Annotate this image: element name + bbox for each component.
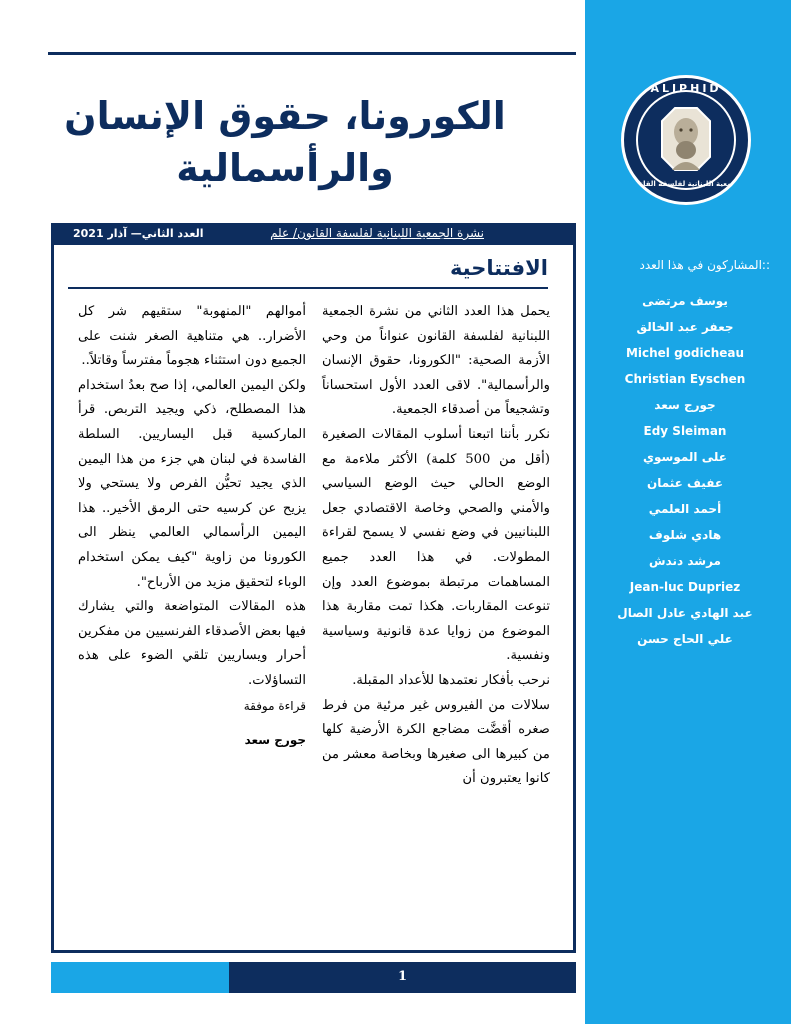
paragraph: ولكن اليمين العالمي، إذا صح بعدُ استخدام هذا المصطلح، ذكي ويجيد التربص. قرأ الماركسية قبل اليساريين. السلطة الفاسدة في لبنان هي جزء من هذا اليمين الذي يجيد تحيُّن الفرص ولا يستحي ولا يزيح عن كرسيه حتى الرمق الأخير.. هذا اليمين الرأسمالي العالمي ينظر الى الكورونا من زاوية "كيف يمكن استخدام الوباء لتحقيق مزيد من الأرباح". xyxy=(78,377,306,590)
signoff: قراءة موفقة xyxy=(243,698,306,713)
sidebar xyxy=(585,0,791,1024)
heading-divider xyxy=(68,287,548,289)
participant-name: Jean-luc Dupriez xyxy=(629,580,741,594)
masthead-bar xyxy=(51,223,576,245)
participant-name: مرشد دندش xyxy=(649,554,721,568)
footer-accent xyxy=(51,962,229,993)
participant-name: Edy Sleiman xyxy=(643,424,727,438)
participant-name: عبد الهادي عادل الصال xyxy=(617,606,753,620)
top-divider xyxy=(48,52,576,55)
paragraph: يحمل هذا العدد الثاني من نشرة الجمعية اللبنانية لفلسفة القانون عنواناً من وحي الأزمة الصحية: "الكورونا، حقوق الإنسان والرأسمالية". لاقى العدد الأول استحساناً وتشجيعاً من أصدقاء الجمعية. xyxy=(322,304,550,418)
participant-name: يوسف مرتضى xyxy=(642,294,728,308)
article-column-right xyxy=(322,300,550,792)
participant-name: جورج سعد xyxy=(654,398,716,412)
participant-name: على الموسوي xyxy=(643,450,727,464)
paragraph: سلالات من الفيروس غير مرئية من فرط صغره أقضَّت مضاجع الكرة الأرضية كلها من كبيرها الى صغيرها وبخاصة معشر من كانوا يعتبرون أن xyxy=(322,697,550,787)
logo-top-text: ALIPHID xyxy=(650,82,722,95)
participant-name: هادي شلوف xyxy=(648,528,722,542)
association-logo xyxy=(621,75,751,205)
paragraph: أموالهم "المنهوبة" ستقيهم شر كل الأضرار.. هي متناهية الصغر شنت على الجميع دون استثناء هجوماً مفترساً وقاتلاً.. xyxy=(78,304,306,369)
participant-name: علي الحاج حسن xyxy=(637,632,733,646)
page-title: الكورونا، حقوق الإنسان والرأسمالية xyxy=(64,94,506,190)
paragraph: نكرر بأننا اتبعنا أسلوب المقالات الصغيرة (أقل من 500 كلمة) الأكثر ملاءمة مع الوضع الحالي حيث الوضع السياسي والأمني والصحي وخاصة الاقتصادي جعل اللبنانيين في وضع نفسي لا يسمح لقراءة المطولات. في هذا العدد جميع المساهمات مرتبطة بموضوع العدد وإن تنوعت المقاربات. هكذا تمت مقاربة هذا الموضوع من زوايا عدة قانونية وسياسية ونفسية. xyxy=(322,426,550,664)
participant-name: Michel godicheau xyxy=(625,346,745,360)
participant-name: أحمد العلمي xyxy=(648,502,722,516)
participants-title: المشاركون في هذا العدد:: xyxy=(639,258,770,272)
author-name: جورج سعد xyxy=(244,733,306,748)
philosopher-bust-icon xyxy=(660,106,712,172)
footer-bar xyxy=(229,962,576,993)
paragraph: نرحب بأفكار نعتمدها للأعداد المقبلة. xyxy=(352,672,550,688)
paragraph: هذه المقالات المتواضعة والتي يشارك فيها بعض الأصدقاء الفرنسيين من مفكرين أحرار ويساريين تلقي الضوء على هذه التساؤلات. xyxy=(78,599,306,688)
article-column-left xyxy=(78,300,306,753)
participants-list xyxy=(600,288,770,652)
logo-bottom-text: الجمعية اللبنانية لفلسفة القانون xyxy=(630,180,742,188)
participant-name: جعفر عبد الخالق xyxy=(636,320,734,334)
issue-info: العدد الثاني— آذار 2021 xyxy=(73,227,204,240)
publication-name: نشرة الجمعية اللبنانية لفلسفة القانون/ علم xyxy=(270,226,484,240)
section-heading: الافتتاحية xyxy=(449,256,548,280)
participant-name: Christian Eyschen xyxy=(624,372,746,386)
page-number: 1 xyxy=(397,969,408,984)
participant-name: عفيف عثمان xyxy=(646,476,724,490)
